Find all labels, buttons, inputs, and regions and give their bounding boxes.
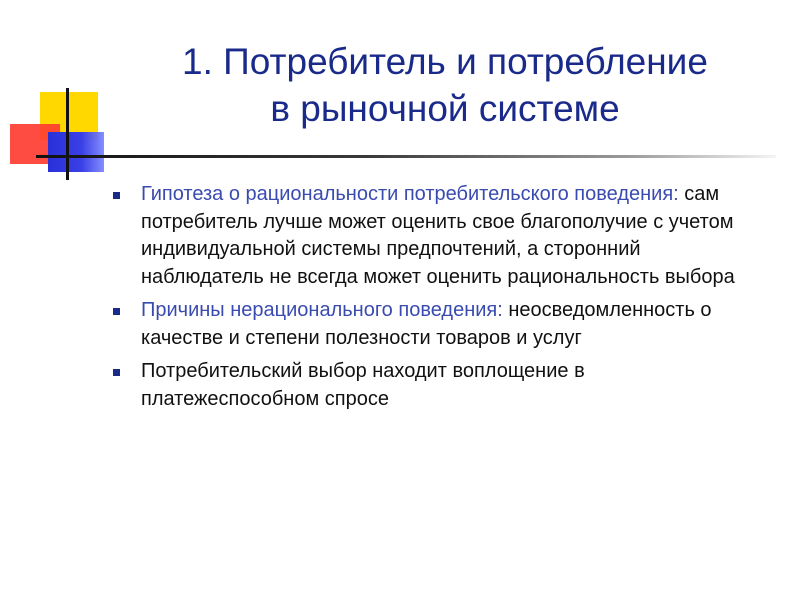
bullet-lead: Причины нерационального поведения: — [141, 299, 503, 321]
logo-blue-square — [48, 132, 104, 172]
bullet-marker-icon — [113, 192, 120, 199]
title-divider — [36, 155, 776, 158]
bullet-list — [105, 181, 765, 419]
bullet-text: неосведомленность о качестве и степени полезности товаров и услуг — [141, 299, 712, 349]
slide-title-line-2: в рыночной системе — [270, 88, 620, 129]
logo-vertical-line — [66, 88, 69, 180]
bullet-item — [105, 297, 765, 352]
bullet-item — [105, 358, 765, 413]
bullet-marker-icon — [113, 308, 120, 315]
decorative-logo — [0, 0, 120, 190]
bullet-text: Потребительский выбор находит воплощение в платежеспособном спросе — [141, 360, 585, 410]
slide-title — [110, 38, 780, 132]
slide-title-line-1: 1. Потребитель и потребление — [182, 41, 708, 82]
bullet-marker-icon — [113, 369, 120, 376]
bullet-lead: Гипотеза о рациональности потребительского поведения: — [141, 183, 679, 205]
bullet-text: сам потребитель лучше может оценить свое благополучие с учетом индивидуальной системы предпочтений, а сторонний наблюдатель не всегда может оценить рациональность выбора — [141, 183, 735, 288]
bullet-item — [105, 181, 765, 291]
